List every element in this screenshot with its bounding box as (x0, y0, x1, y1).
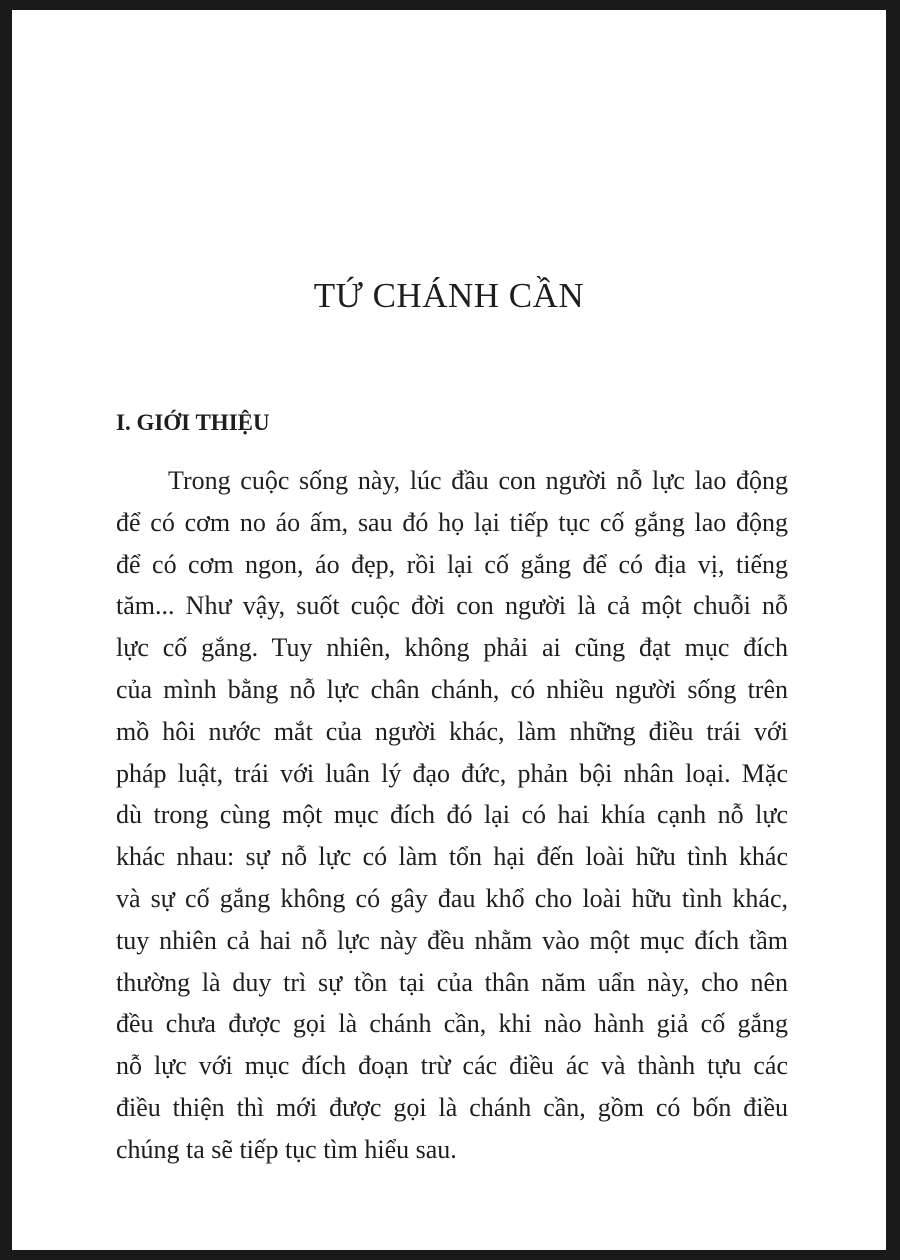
paragraph-line: mồ hôi nước mắt của người khác, làm những điều trái với (116, 716, 788, 746)
paragraph-line: của mình bằng nỗ lực chân chánh, có nhiều người sống trên (116, 674, 788, 704)
paragraph-line: chúng ta sẽ tiếp tục tìm hiểu sau. (116, 1134, 457, 1164)
paragraph-line: để có cơm ngon, áo đẹp, rồi lại cố gắng để có địa vị, tiếng (116, 549, 788, 579)
paragraph-line: và sự cố gắng không có gây đau khổ cho loài hữu tình khác, (116, 883, 788, 913)
paragraph-line: tăm... Như vậy, suốt cuộc đời con người là cả một chuỗi nỗ (116, 591, 788, 621)
paragraph-line: đều chưa được gọi là chánh cần, khi nào hành giả cố gắng (116, 1009, 788, 1039)
book-page (12, 10, 886, 1250)
chapter-title: TỨ CHÁNH CẦN (313, 276, 585, 315)
paragraph-line: Trong cuộc sống này, lúc đầu con người nỗ lực lao động (168, 466, 788, 495)
paragraph-line: nỗ lực với mục đích đoạn trừ các điều ác và thành tựu các (116, 1051, 788, 1081)
paragraph-line: pháp luật, trái với luân lý đạo đức, phản bội nhân loại. Mặc (116, 758, 788, 788)
paragraph-line: để có cơm no áo ấm, sau đó họ lại tiếp tục cố gắng lao động (116, 507, 788, 537)
paragraph-line: dù trong cùng một mục đích đó lại có hai khía cạnh nỗ lực (116, 800, 788, 830)
paragraph-line: tuy nhiên cả hai nỗ lực này đều nhằm vào một mục đích tầm (116, 925, 788, 955)
section-heading: I. GIỚI THIỆU (116, 410, 270, 435)
body-paragraph (116, 460, 788, 1171)
paragraph-line: thường là duy trì sự tồn tại của thân năm uẩn này, cho nên (116, 967, 788, 997)
paragraph-line: khác nhau: sự nỗ lực có làm tổn hại đến loài hữu tình khác (116, 842, 788, 872)
paragraph-line: lực cố gắng. Tuy nhiên, không phải ai cũng đạt mục đích (116, 633, 788, 663)
paragraph-line: điều thiện thì mới được gọi là chánh cần, gồm có bốn điều (116, 1092, 788, 1122)
